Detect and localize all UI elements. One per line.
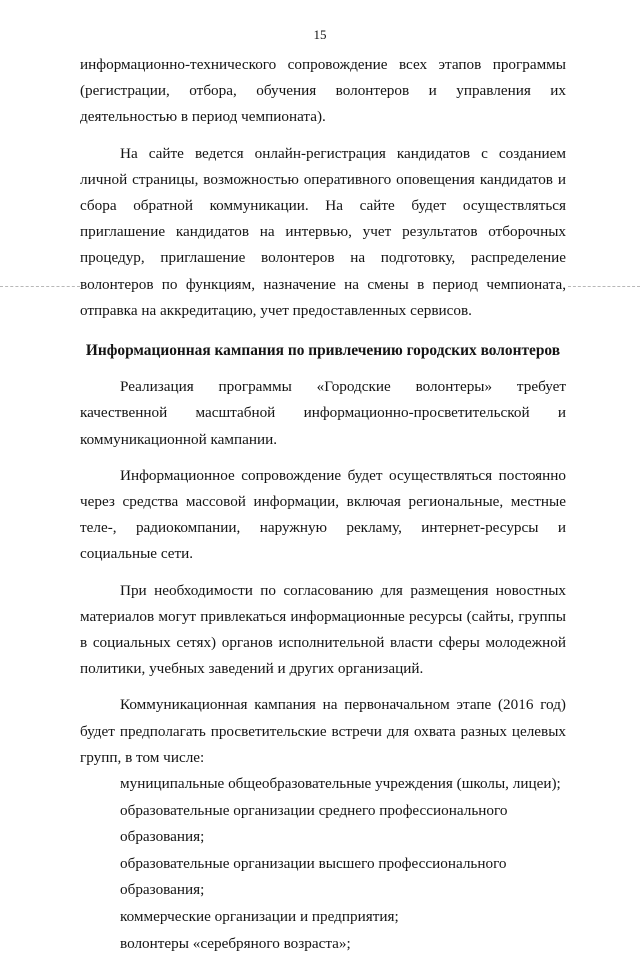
list-item: волонтеры «серебряного возраста»; bbox=[120, 934, 351, 952]
document-body bbox=[80, 52, 566, 957]
scan-margin-line-left bbox=[0, 286, 80, 287]
paragraph-media-support: Информационное сопровождение будет осуществляться постоянно через средства массовой информации, включая региональные, местные теле-, радиокомпании, наружную рекламу, интернет-ресурсы и социальные сети. bbox=[80, 466, 566, 563]
paragraph-information-resources: При необходимости по согласованию для размещения новостных материалов могут привлекаться информационные ресурсы (сайты, группы в социальных сетях) органов исполнительной власти сферы молодежной политики, учебных заведений и других организаций. bbox=[80, 581, 566, 678]
list-item: образовательные организации высшего профессионального образования; bbox=[120, 854, 507, 899]
list-item: муниципальные общеобразовательные учреждения (школы, лицеи); bbox=[120, 775, 561, 793]
section-heading: Информационная кампания по привлечению городских волонтеров bbox=[85, 342, 561, 360]
paragraph-communication-campaign: Коммуникационная кампания на первоначальном этапе (2016 год) будет предполагать просветительские встречи для охвата разных целевых групп, в том числе: bbox=[80, 696, 566, 766]
list-item: коммерческие организации и предприятия; bbox=[120, 908, 399, 926]
scan-margin-line-right bbox=[568, 286, 640, 287]
list-item: образовательные организации среднего профессионального образования; bbox=[120, 801, 508, 846]
target-groups-list bbox=[80, 771, 566, 957]
paragraph-continuation: информационно-технического сопровождение всех этапов программы (регистрации, отбора, обучения волонтеров и управления их деятельностью в период чемпионата). bbox=[80, 56, 566, 126]
paragraph-website-registration: На сайте ведется онлайн-регистрация кандидатов с созданием личной страницы, возможностью оперативного оповещения кандидатов и сбора обратной коммуникации. На сайте будет осуществляться приглашение кандидатов на интервью, учет результатов отборочных процедур, приглашение волонтеров на подготовку, распределение волонтеров по функциям, назначение на смены в период чемпионата, отправка на аккредитацию, учет предоставленных сервисов. bbox=[80, 144, 566, 319]
paragraph-program-requirement: Реализация программы «Городские волонтеры» требует качественной масштабной информационно-просветительской и коммуникационной кампании. bbox=[80, 378, 566, 448]
page-number: 15 bbox=[313, 27, 327, 42]
